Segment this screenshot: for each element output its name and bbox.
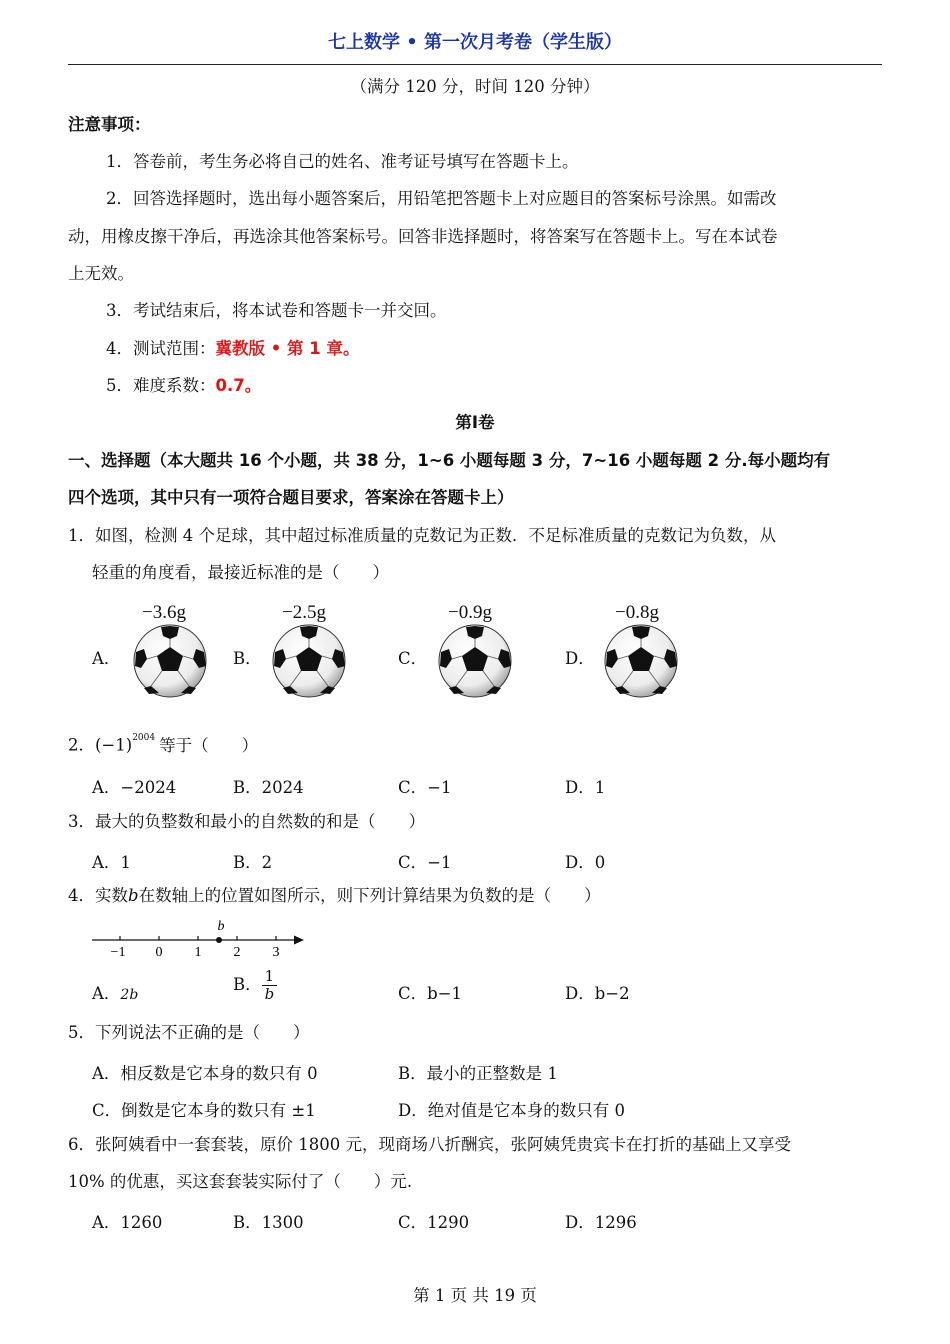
q6-option-a: A．1260 — [92, 1213, 163, 1232]
notice-item-2-line-3: 上无效。 — [68, 264, 134, 283]
question-1-line-1: 1．如图，检测 4 个足球，其中超过标准质量的克数记为正数．不足标准质量的克数记为负数，从 — [68, 526, 776, 545]
exam-title: 七上数学 • 第一次月考卷（学生版） — [327, 32, 623, 53]
q2-option-c: C．−1 — [398, 778, 452, 797]
q1-option-d-mass: −0.8g — [615, 602, 659, 623]
soccer-ball-icon — [438, 624, 513, 699]
number-line-arrow-icon — [294, 936, 304, 945]
tick-label: −1 — [110, 945, 126, 960]
tick-label: 0 — [155, 945, 163, 960]
q1-option-b-letter: B． — [233, 649, 262, 668]
q3-option-c: C．−1 — [398, 853, 452, 872]
q2-base: (−1) — [95, 735, 133, 755]
q5-option-b: B．最小的正整数是 1 — [398, 1064, 558, 1083]
question-3-stem: 3．最大的负整数和最小的自然数的和是（ ） — [68, 812, 425, 831]
difficulty-value: 0.7。 — [215, 376, 262, 395]
q2-exponent: 2004 — [132, 733, 156, 743]
tick-label: 3 — [272, 945, 280, 960]
q4-option-b-fraction — [262, 968, 278, 1003]
question-6-line-2: 10% 的优惠，买这套套装实际付了（ ）元. — [68, 1172, 413, 1191]
notice-item-5 — [106, 375, 261, 397]
section-1-heading-line-2: 四个选项，其中只有一项符合题目要求，答案涂在答题卡上） — [68, 488, 514, 507]
q1-option-c-mass: −0.9g — [448, 602, 492, 623]
notice-item-1: 1．答卷前，考生务必将自己的姓名、准考证号填写在答题卡上。 — [106, 152, 579, 171]
q4-stem-suffix: 在数轴上的位置如图所示，则下列计算结果为负数的是（ ） — [138, 886, 601, 905]
q1-option-c-letter: C． — [398, 649, 428, 668]
page-footer: 第 1 页 共 19 页 — [413, 1286, 537, 1305]
point-b-label: b — [217, 919, 225, 934]
q4-option-a-letter: A． — [92, 984, 121, 1003]
q4-option-a — [92, 980, 138, 1004]
q2-option-d: D．1 — [565, 778, 606, 797]
q3-option-d: D．0 — [565, 853, 606, 872]
q4-option-b — [233, 968, 277, 1003]
q2-number: 2． — [68, 735, 95, 755]
q4-variable: b — [128, 886, 139, 905]
header-divider — [68, 64, 882, 65]
q2-option-a: A．−2024 — [92, 778, 177, 797]
q2-option-b: B．2024 — [233, 778, 304, 797]
section-1-heading-line-1: 一、选择题（本大题共 16 个小题，共 38 分，1~6 小题每题 3 分，7~16 小题每题 2 分.每小题均有 — [68, 451, 831, 470]
q5-option-a: A．相反数是它本身的数只有 0 — [92, 1064, 318, 1083]
fraction-denominator: b — [264, 985, 275, 1003]
q4-stem-prefix: 4．实数 — [68, 886, 128, 905]
soccer-ball-icon — [272, 624, 347, 699]
question-2-stem — [68, 731, 258, 757]
notice-item-4-label: 4．测试范围： — [106, 339, 216, 358]
q5-option-c: C．倒数是它本身的数只有 ±1 — [92, 1101, 316, 1120]
notice-item-2-line-1: 2．回答选择题时，选出每小题答案后，用铅笔把答题卡上对应题目的答案标号涂黑。如需改 — [106, 189, 777, 208]
q1-option-a-letter: A． — [92, 649, 121, 668]
q6-option-d: D．1296 — [565, 1213, 637, 1232]
q3-option-b: B．2 — [233, 853, 273, 872]
number-line — [86, 912, 311, 962]
question-4-stem — [68, 885, 601, 907]
notice-item-2-line-2: 动，用橡皮擦干净后，再选涂其他答案标号。回答非选择题时，将答案写在答题卡上。写在本试卷 — [68, 227, 778, 246]
q1-option-b-mass: −2.5g — [282, 602, 326, 623]
soccer-ball-icon — [133, 624, 208, 699]
q4-option-d: D．b−2 — [565, 984, 630, 1003]
volume-title: 第Ⅰ卷 — [455, 413, 495, 432]
q5-option-d: D．绝对值是它本身的数只有 0 — [398, 1101, 625, 1120]
notice-heading: 注意事项： — [68, 115, 151, 134]
q2-tail: 等于（ ） — [159, 735, 259, 755]
exam-subtitle: （满分 120 分，时间 120 分钟） — [350, 77, 600, 96]
q6-option-b: B．1300 — [233, 1213, 304, 1232]
q4-option-c: C．b−1 — [398, 984, 463, 1003]
q3-option-a: A．1 — [92, 853, 131, 872]
q1-option-a-mass: −3.6g — [142, 602, 186, 623]
test-scope: 冀教版 • 第 1 章。 — [215, 339, 360, 358]
fraction-numerator: 1 — [262, 968, 278, 986]
question-6-line-1: 6．张阿姨看中一套套装，原价 1800 元，现商场八折酬宾，张阿姨凭贵宾卡在打折的基础上又享受 — [68, 1135, 791, 1154]
soccer-ball-icon — [604, 624, 679, 699]
notice-item-4 — [106, 338, 360, 360]
notice-item-5-label: 5．难度系数： — [106, 376, 216, 395]
q4-option-a-value: 2b — [120, 987, 139, 1003]
question-5-stem: 5．下列说法不正确的是（ ） — [68, 1023, 310, 1042]
question-1-line-2: 轻重的角度看，最接近标准的是（ ） — [92, 563, 389, 582]
point-b-marker — [216, 937, 222, 943]
tick-label: 1 — [194, 945, 202, 960]
q6-option-c: C．1290 — [398, 1213, 470, 1232]
q1-option-d-letter: D． — [565, 649, 595, 668]
tick-label: 2 — [233, 945, 241, 960]
q4-option-b-letter: B． — [233, 975, 262, 994]
notice-item-3: 3．考试结束后，将本试卷和答题卡一并交回。 — [106, 301, 447, 320]
